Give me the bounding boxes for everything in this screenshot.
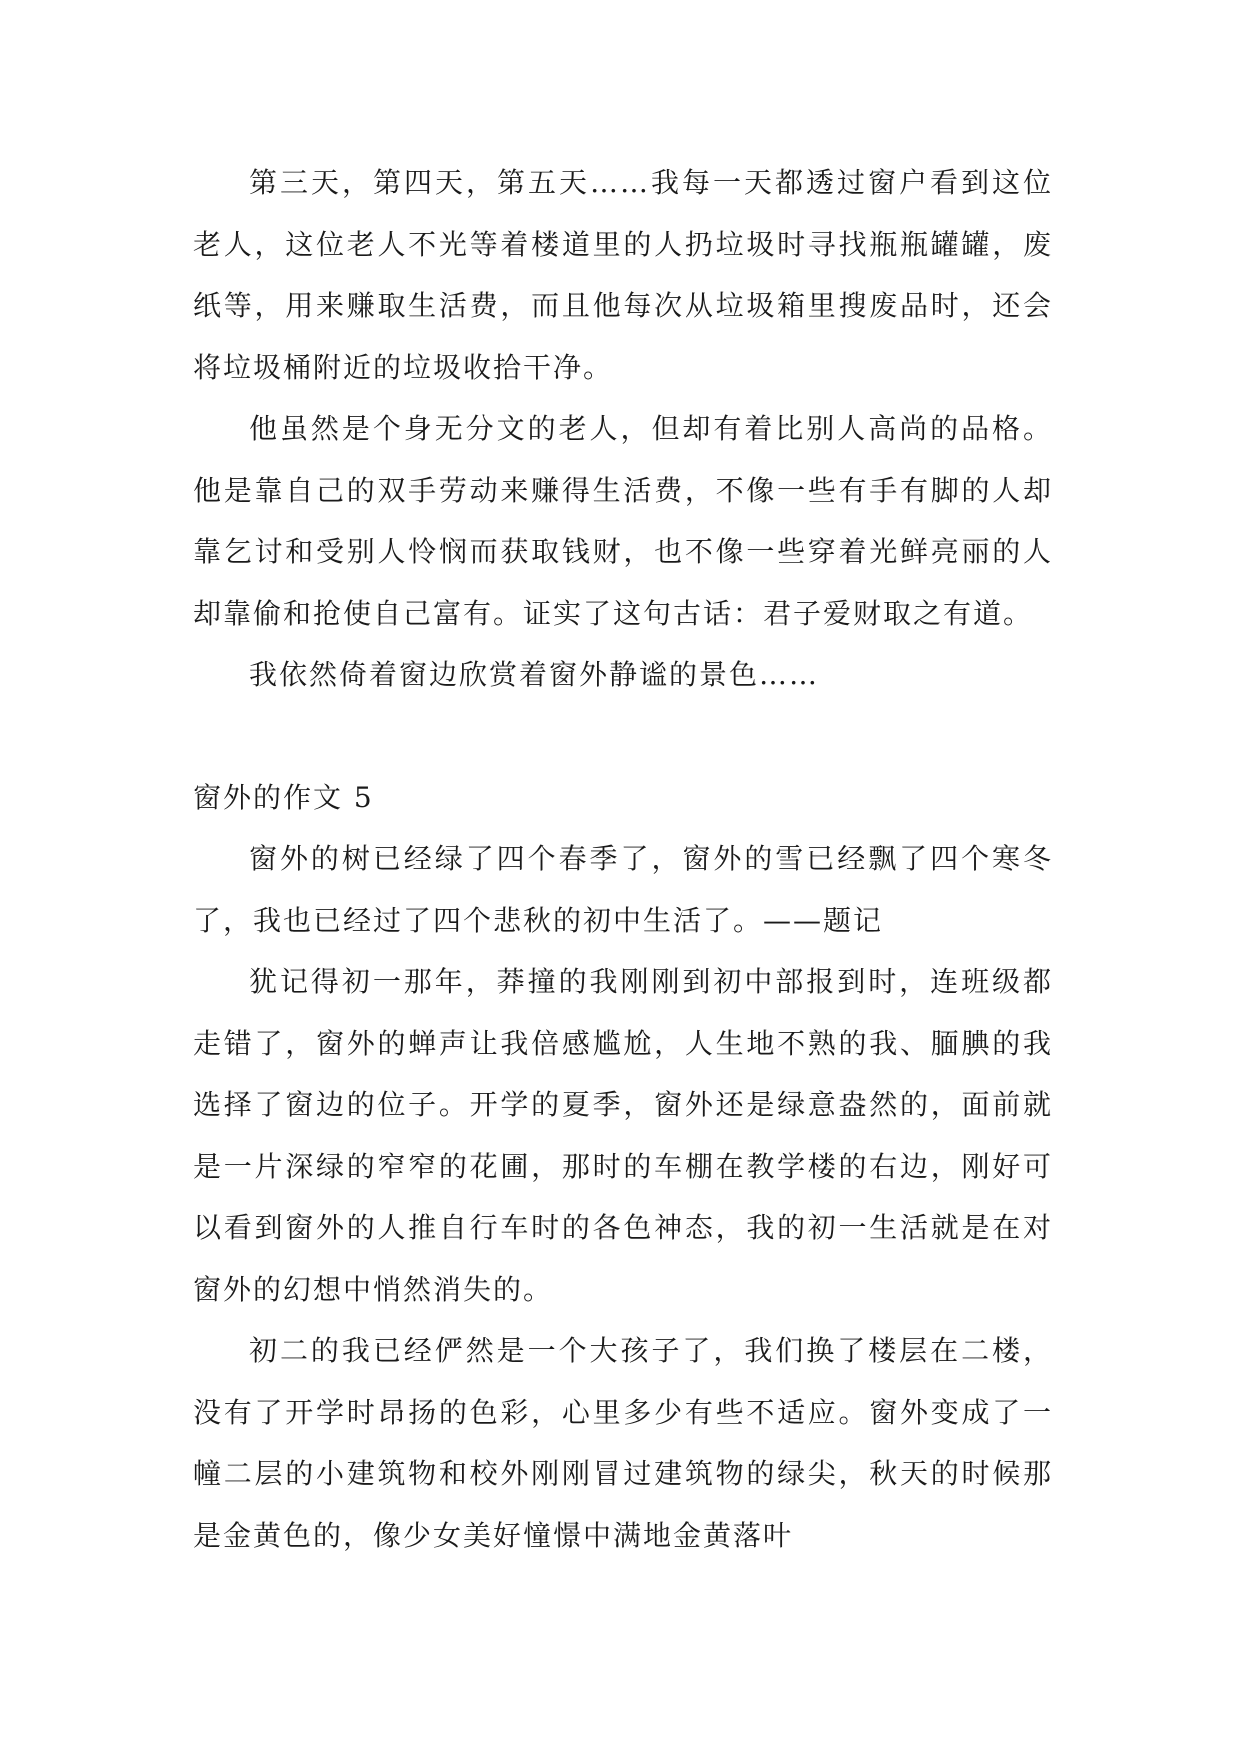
section-title: 窗外的作文 5 bbox=[193, 780, 374, 814]
paragraph: 犹记得初一那年，莽撞的我刚刚到初中部报到时，连班级都走错了，窗外的蝉声让我倍感尴尬，人生地不熟的我、腼腆的我选择了窗边的位子。开学的夏季，窗外还是绿意盎然的，面前就是一片深绿的窄窄的花圃，那时的车棚在教学楼的右边，刚好可以看到窗外的人推自行车时的各色神态，我的初一生活就是在对窗外的幻想中悄然消失的。 bbox=[193, 965, 1053, 1306]
document-body bbox=[193, 152, 1053, 1566]
paragraph: 我依然倚着窗边欣赏着窗外静谧的景色…… bbox=[249, 658, 820, 691]
paragraph: 第三天，第四天，第五天……我每一天都透过窗户看到这位老人，这位老人不光等着楼道里的人扔垃圾时寻找瓶瓶罐罐，废纸等，用来赚取生活费，而且他每次从垃圾箱里搜废品时，还会将垃圾桶附近的垃圾收拾干净。 bbox=[193, 166, 1053, 384]
paragraph: 他虽然是个身无分文的老人，但却有着比别人高尚的品格。他是靠自己的双手劳动来赚得生活费，不像一些有手有脚的人却靠乞讨和受别人怜悯而获取钱财，也不像一些穿着光鲜亮丽的人却靠偷和抢使自己富有。证实了这句古话：君子爱财取之有道。 bbox=[193, 412, 1053, 630]
section-spacer bbox=[193, 706, 1053, 767]
paragraph: 窗外的树已经绿了四个春季了，窗外的雪已经飘了四个寒冬了，我也已经过了四个悲秋的初中生活了。——题记 bbox=[193, 842, 1053, 937]
paragraph: 初二的我已经俨然是一个大孩子了，我们换了楼层在二楼，没有了开学时昂扬的色彩，心里多少有些不适应。窗外变成了一幢二层的小建筑物和校外刚刚冒过建筑物的绿尖，秋天的时候那是金黄色的，像少女美好憧憬中满地金黄落叶 bbox=[193, 1334, 1053, 1552]
